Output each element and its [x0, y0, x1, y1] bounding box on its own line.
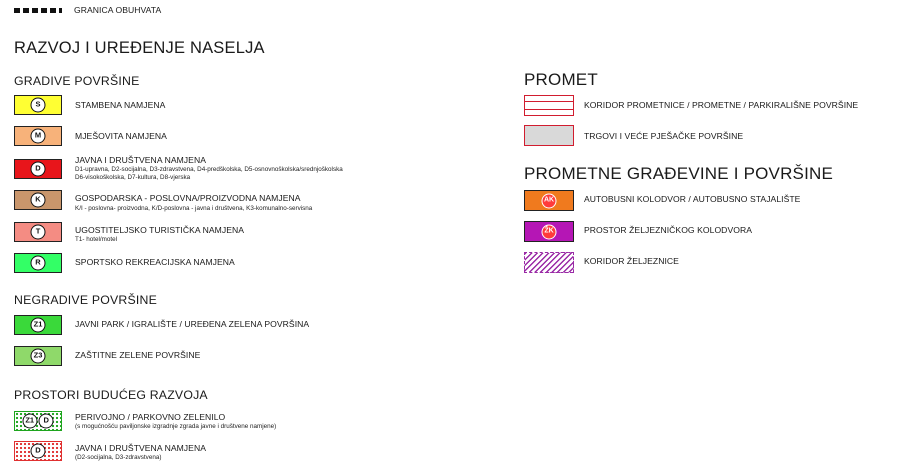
- legend-symbol-trgovi: [524, 125, 574, 146]
- legend-symbol-ugostiteljsko: [14, 222, 62, 242]
- legend-symbol-perivojno: [14, 411, 62, 431]
- section-heading-negradive: NEGRADIVE POVRŠINE: [14, 293, 157, 307]
- badge-perivojno-z1: Z1: [22, 414, 37, 429]
- badge-z1: Z1: [31, 318, 46, 333]
- legend-symbol-mjesovita: [14, 126, 62, 146]
- legend-sub-ugostiteljsko: T1- hotel/motel: [75, 236, 117, 243]
- legend-label-koridor-prometnice: KORIDOR PROMETNICE / PROMETNE / PARKIRALIŠNE POVRŠINE: [584, 100, 859, 110]
- section-heading-gradive: GRADIVE POVRŠINE: [14, 74, 140, 88]
- section-heading-gradjevine: PROMETNE GRAĐEVINE I POVRŠINE: [524, 164, 834, 183]
- section-heading-buduci: PROSTORI BUDUĆEG RAZVOJA: [14, 388, 208, 402]
- badge-zk: ŽK: [542, 224, 557, 239]
- badge-z3: Z3: [31, 349, 46, 364]
- legend-label-koridor-zeljeznice: KORIDOR ŽELJEZNICE: [584, 256, 679, 266]
- legend-symbol-zastitne: [14, 346, 62, 366]
- badge-t: T: [31, 225, 46, 240]
- main-title: RAZVOJ I UREĐENJE NASELJA: [14, 39, 265, 57]
- legend-symbol-sportsko: [14, 253, 62, 273]
- badge-k: K: [31, 193, 46, 208]
- legend-symbol-zeljeznicki-kolodvor: [524, 221, 574, 242]
- badge-s: S: [31, 98, 46, 113]
- boundary-line-symbol: [14, 8, 62, 13]
- legend-sub-perivojno: (s mogućnošću paviljonske izgradnje zgrada javne i društvene namjene): [75, 423, 277, 430]
- legend-label-perivojno: PERIVOJNO / PARKOVNO ZELENILO: [75, 412, 226, 422]
- badge-m: M: [31, 129, 46, 144]
- badge-perivojno-d: D: [39, 414, 54, 429]
- legend-symbol-javna-buduca: [14, 441, 62, 461]
- legend-label-ugostiteljsko: UGOSTITELJSKO TURISTIČKA NAMJENA: [75, 225, 245, 235]
- boundary-label: GRANICA OBUHVATA: [74, 5, 162, 15]
- legend-label-zastitne: ZAŠTITNE ZELENE POVRŠINE: [75, 350, 201, 360]
- badge-ak: AK: [542, 193, 557, 208]
- legend-symbol-javni-park: [14, 315, 62, 335]
- legend-symbol-javna: [14, 159, 62, 179]
- legend-label-javna-buduca: JAVNA I DRUŠTVENA NAMJENA: [75, 443, 206, 453]
- legend-symbol-autobusni: [524, 190, 574, 211]
- legend-label-zeljeznicki-kolodvor: PROSTOR ŽELJEZNIČKOG KOLODVORA: [584, 225, 752, 235]
- legend-label-mjesovita: MJEŠOVITA NAMJENA: [75, 131, 167, 141]
- legend-label-autobusni: AUTOBUSNI KOLODVOR / AUTOBUSNO STAJALIŠTE: [584, 194, 801, 204]
- badge-r: R: [31, 256, 46, 271]
- legend-sub-javna-2: D6-visokoškolska, D7-kultura, D8-vjerska: [75, 174, 191, 181]
- legend-symbol-stambena: [14, 95, 62, 115]
- legend-symbol-gospodarska: [14, 190, 62, 210]
- legend-sub-gospodarska: K/I - poslovna- proizvodna, K/D-poslovna - javna i društvena, K3-komunalno-servisna: [75, 205, 313, 212]
- section-heading-promet: PROMET: [524, 70, 598, 89]
- legend-label-gospodarska: GOSPODARSKA - POSLOVNA/PROIZVODNA NAMJENA: [75, 193, 301, 203]
- legend-label-trgovi: TRGOVI I VEĆE PJEŠAČKE POVRŠINE: [584, 131, 744, 141]
- badge-javna-buduca-d: D: [31, 444, 46, 459]
- legend-label-javna: JAVNA I DRUŠTVENA NAMJENA: [75, 155, 206, 165]
- legend-symbol-koridor-prometnice: [524, 95, 574, 116]
- legend-sub-javna-1: D1-upravna, D2-socijalna, D3-zdravstvena, D4-predškolska, D5-osnovnoškolska/srednjoškolska: [75, 166, 343, 173]
- badge-d: D: [31, 162, 46, 177]
- legend-label-sportsko: SPORTSKO REKREACIJSKA NAMJENA: [75, 257, 235, 267]
- legend-sub-javna-buduca: (D2-socijalna, D3-zdravstvena): [75, 454, 162, 461]
- legend-label-stambena: STAMBENA NAMJENA: [75, 100, 166, 110]
- legend-label-javni-park: JAVNI PARK / IGRALIŠTE / UREĐENA ZELENA POVRŠINA: [75, 319, 310, 329]
- legend-symbol-koridor-zeljeznice: [524, 252, 574, 273]
